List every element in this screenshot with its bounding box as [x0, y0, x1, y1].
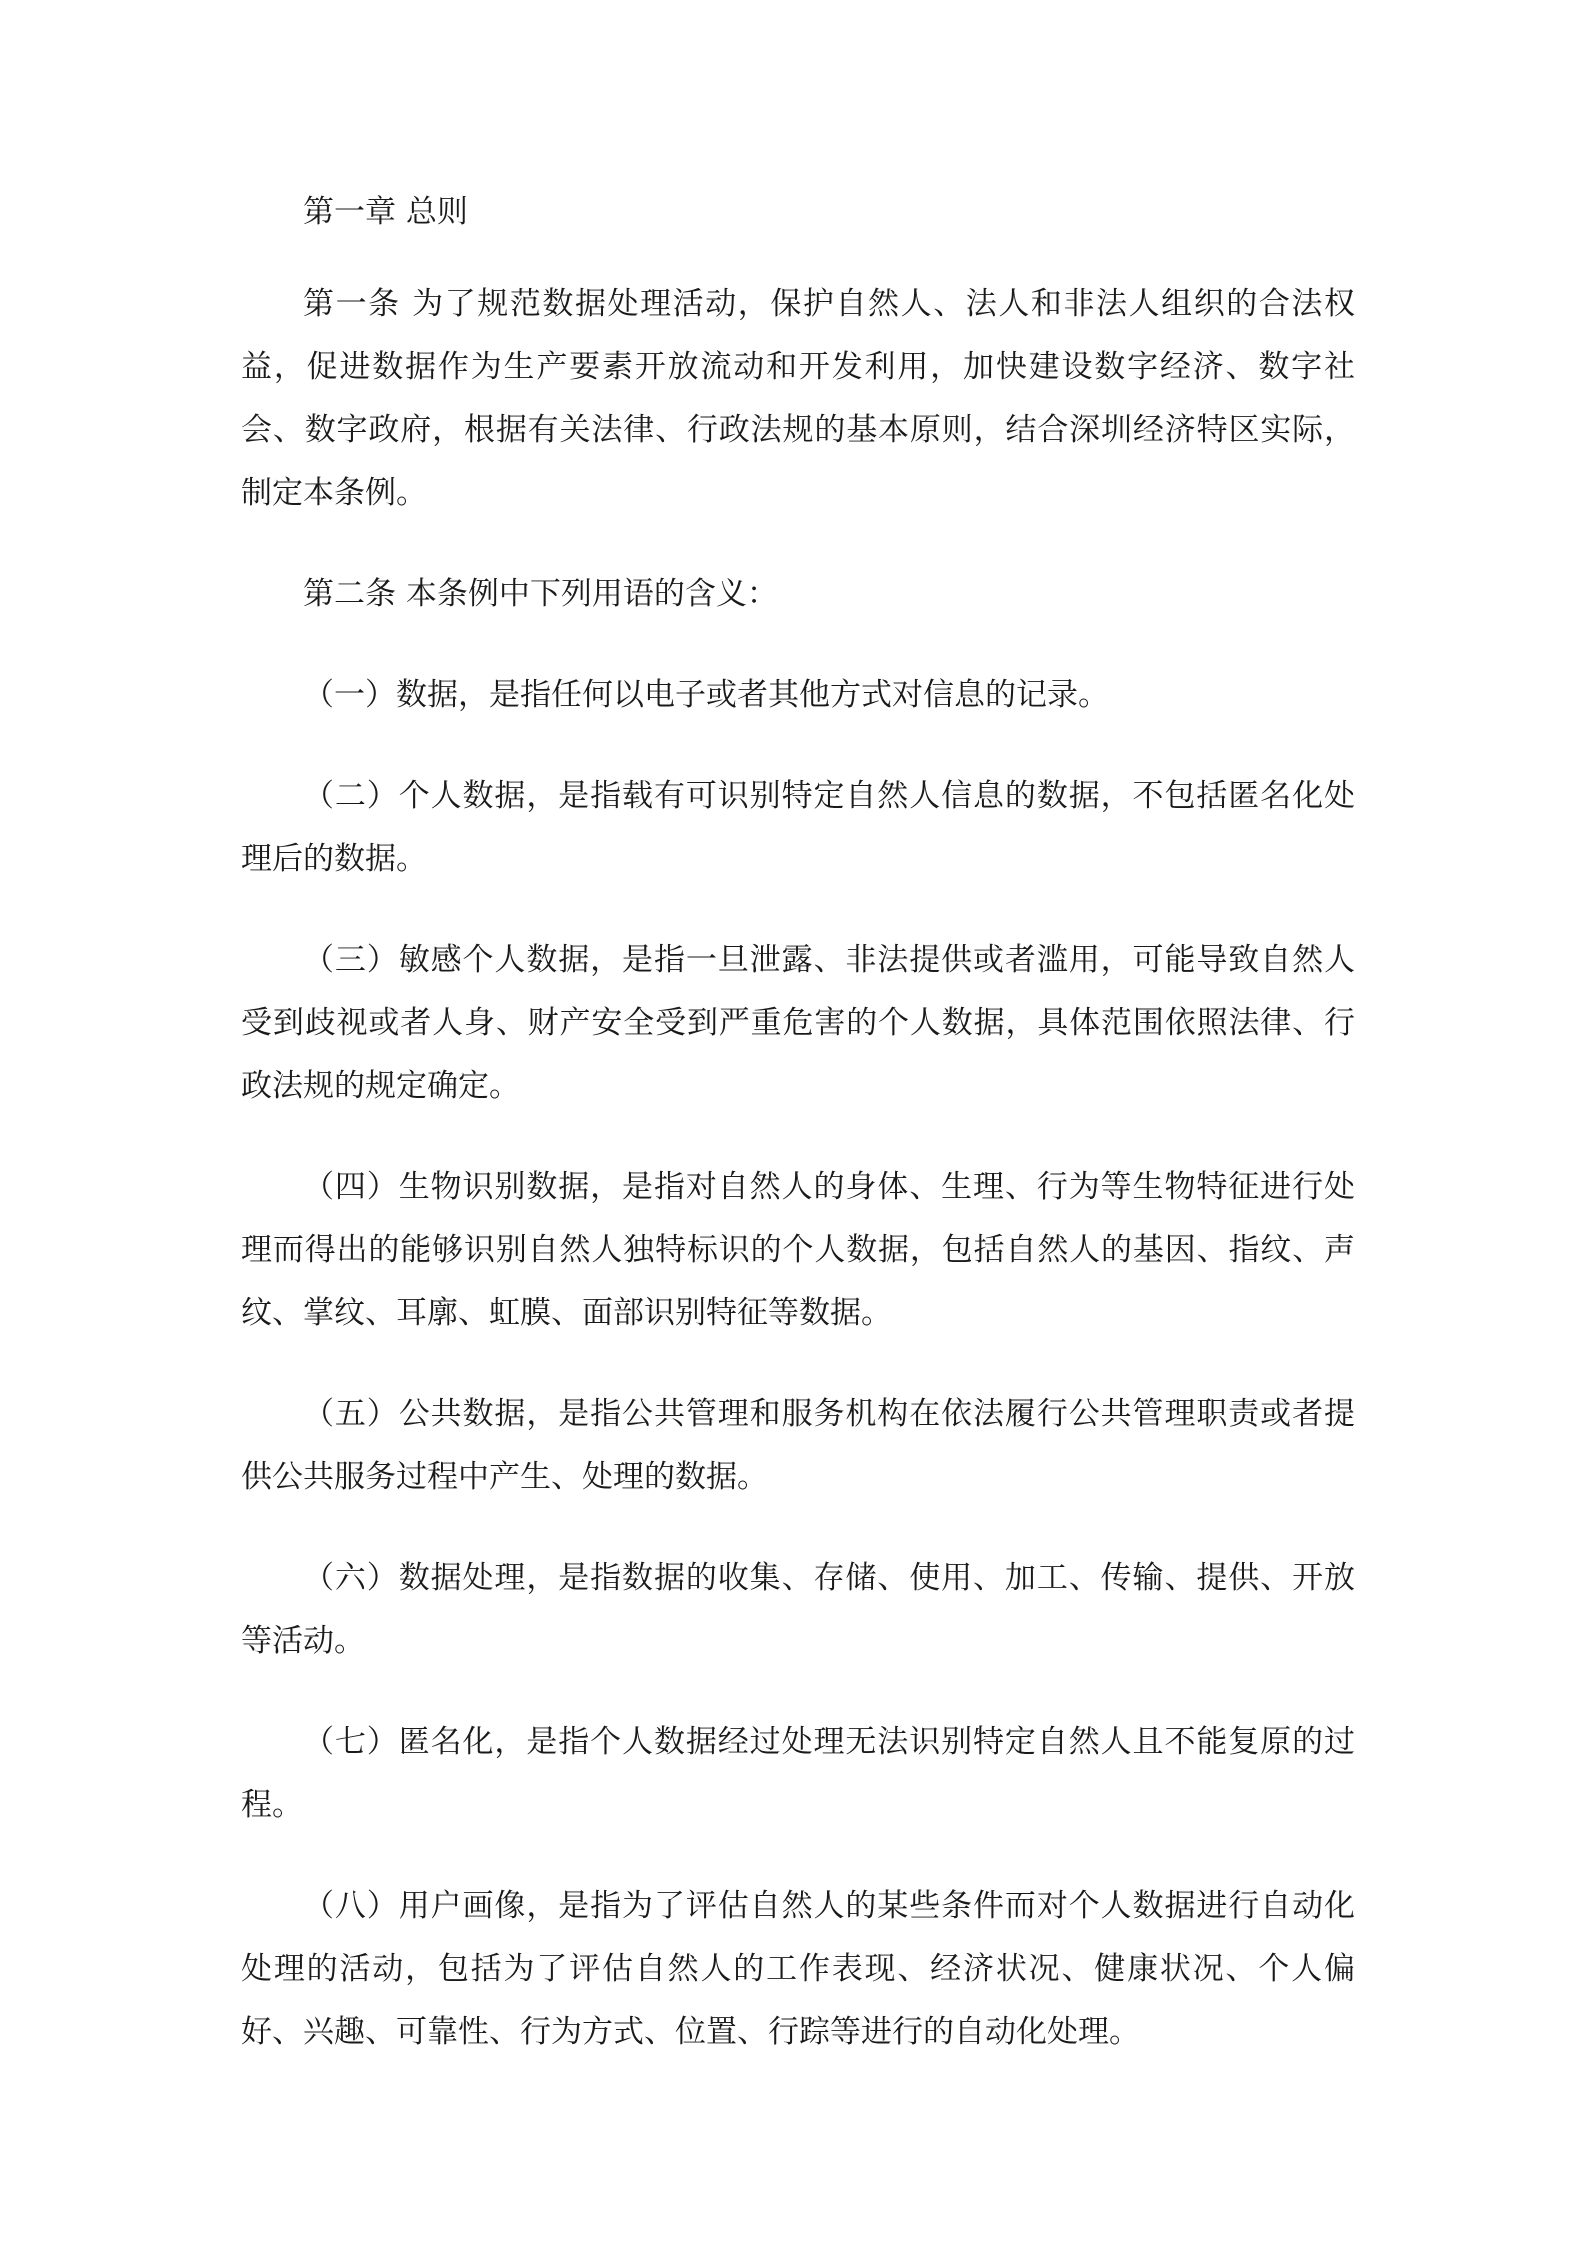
definition-4: （四）生物识别数据，是指对自然人的身体、生理、行为等生物特征进行处理而得出的能够识别自然人独特标识的个人数据，包括自然人的基因、指纹、声纹、掌纹、耳廓、虹膜、面部识别特征等数据。 [241, 1169, 1355, 1331]
definition-7: （七）匿名化，是指个人数据经过处理无法识别特定自然人且不能复原的过程。 [241, 1724, 1355, 1823]
article-2: 第二条 本条例中下列用语的含义： [303, 576, 778, 612]
definition-5: （五）公共数据，是指公共管理和服务机构在依法履行公共管理职责或者提供公共服务过程中产生、处理的数据。 [241, 1396, 1355, 1495]
definition-8: （八）用户画像，是指为了评估自然人的某些条件而对个人数据进行自动化处理的活动，包括为了评估自然人的工作表现、经济状况、健康状况、个人偏好、兴趣、可靠性、行为方式、位置、行踪等进行的自动化处理。 [241, 1888, 1355, 2050]
definition-2: （二）个人数据，是指载有可识别特定自然人信息的数据，不包括匿名化处理后的数据。 [241, 778, 1355, 877]
definition-1: （一）数据，是指任何以电子或者其他方式对信息的记录。 [303, 677, 1109, 713]
article-1: 第一条 为了规范数据处理活动，保护自然人、法人和非法人组织的合法权益，促进数据作为生产要素开放流动和开发利用，加快建设数字经济、数字社会、数字政府，根据有关法律、行政法规的基本原则，结合深圳经济特区实际，制定本条例。 [241, 286, 1355, 511]
definition-3: （三）敏感个人数据，是指一旦泄露、非法提供或者滥用，可能导致自然人受到歧视或者人身、财产安全受到严重危害的个人数据，具体范围依照法律、行政法规的规定确定。 [241, 942, 1355, 1104]
document-body [241, 181, 1355, 2102]
chapter-heading: 第一章 总则 [303, 194, 468, 230]
definition-6: （六）数据处理，是指数据的收集、存储、使用、加工、传输、提供、开放等活动。 [241, 1560, 1355, 1659]
